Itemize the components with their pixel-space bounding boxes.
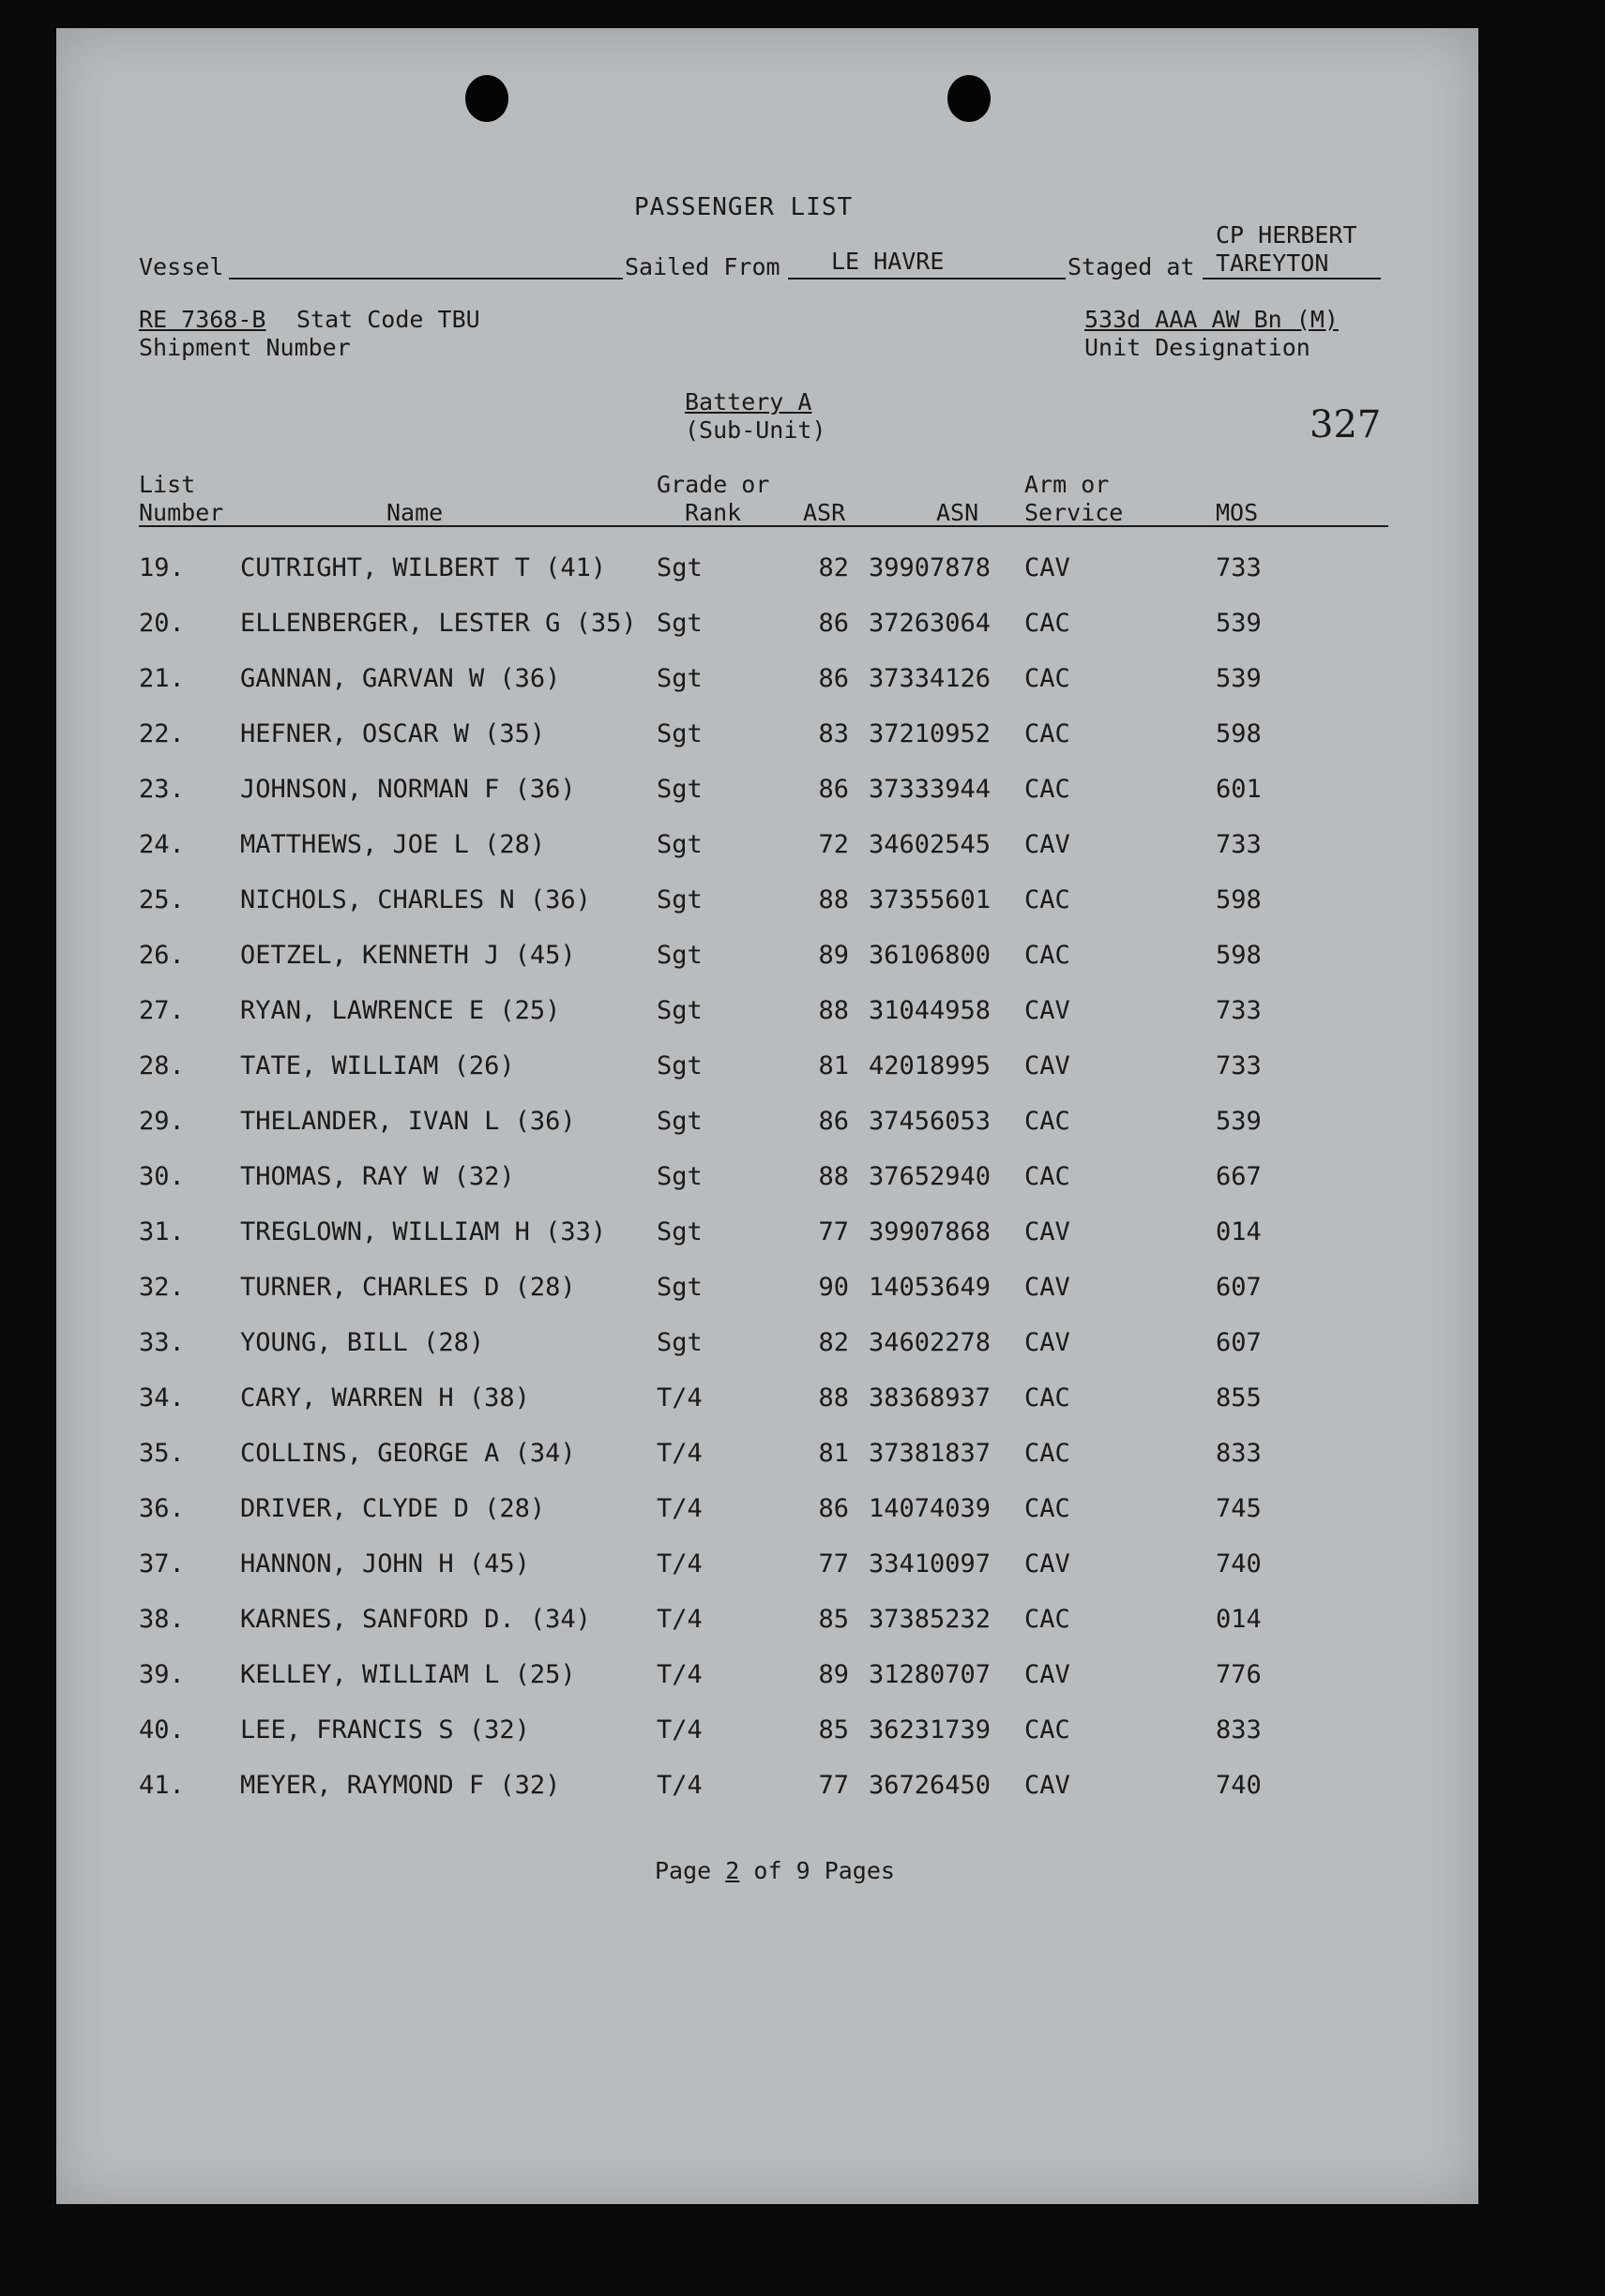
table-cell-asr: 81	[818, 1439, 849, 1468]
table-cell-name: HEFNER, OSCAR W (35)	[240, 719, 546, 748]
document-title: PASSENGER LIST	[634, 193, 854, 221]
table-cell-asn: 38368937	[869, 1383, 992, 1412]
table-cell-name: KARNES, SANFORD D. (34)	[240, 1605, 591, 1634]
table-cell-grade: T/4	[657, 1439, 703, 1468]
table-cell-name: DRIVER, CLYDE D (28)	[240, 1494, 546, 1523]
table-cell-name: TATE, WILLIAM (26)	[240, 1051, 515, 1080]
table-cell-grade: Sgt	[657, 1162, 703, 1191]
table-cell-asr: 81	[818, 1051, 849, 1080]
stamp-number: 327	[1310, 403, 1382, 446]
column-header-list-number	[139, 471, 223, 527]
table-cell-name: THELANDER, IVAN L (36)	[240, 1107, 576, 1136]
table-cell-num: 32.	[139, 1273, 185, 1302]
table-cell-asn: 37381837	[869, 1439, 992, 1468]
table-cell-num: 34.	[139, 1383, 185, 1412]
table-cell-asn: 37210952	[869, 719, 992, 748]
column-header-asr: ASR	[803, 499, 846, 526]
table-cell-grade: T/4	[657, 1771, 703, 1800]
table-cell-name: LEE, FRANCIS S (32)	[240, 1715, 530, 1745]
table-cell-name: TURNER, CHARLES D (28)	[240, 1273, 576, 1302]
column-header-grade-line2: Rank	[685, 499, 742, 526]
table-row	[56, 1605, 1478, 1642]
table-cell-mos: 607	[1216, 1273, 1262, 1302]
shipment-number-value: RE 7368-B	[139, 306, 266, 333]
table-cell-mos: 667	[1216, 1162, 1262, 1191]
table-cell-asr: 89	[818, 941, 849, 970]
table-cell-num: 30.	[139, 1162, 185, 1191]
staged-at-value-line2: TAREYTON	[1216, 249, 1329, 277]
staged-at-field	[1203, 278, 1381, 279]
table-cell-grade: Sgt	[657, 553, 703, 582]
column-header-grade	[657, 471, 769, 527]
shipment-number-label: Shipment Number	[139, 334, 351, 361]
table-cell-asn: 14053649	[869, 1273, 992, 1302]
table-cell-arm: CAC	[1024, 1494, 1070, 1523]
table-row	[56, 719, 1478, 757]
table-cell-num: 33.	[139, 1328, 185, 1357]
table-cell-asr: 85	[818, 1715, 849, 1745]
table-row	[56, 1328, 1478, 1366]
unit-designation-value: 533d AAA AW Bn (M)	[1084, 306, 1339, 333]
table-cell-mos: 539	[1216, 1107, 1262, 1136]
table-row	[56, 996, 1478, 1034]
table-cell-grade: Sgt	[657, 775, 703, 804]
table-row	[56, 1273, 1478, 1310]
table-cell-num: 36.	[139, 1494, 185, 1523]
passenger-list-page	[56, 28, 1478, 2204]
table-cell-mos: 740	[1216, 1771, 1262, 1800]
table-cell-arm: CAC	[1024, 609, 1070, 638]
table-cell-arm: CAV	[1024, 1217, 1070, 1246]
table-cell-asr: 88	[818, 885, 849, 914]
table-cell-asn: 37385232	[869, 1605, 992, 1634]
table-cell-mos: 733	[1216, 1051, 1262, 1080]
column-header-arm-line2: Service	[1024, 499, 1124, 526]
table-cell-asn: 31044958	[869, 996, 992, 1025]
table-cell-mos: 014	[1216, 1217, 1262, 1246]
table-row	[56, 1660, 1478, 1698]
table-cell-grade: T/4	[657, 1660, 703, 1689]
table-cell-num: 27.	[139, 996, 185, 1025]
table-cell-mos: 601	[1216, 775, 1262, 804]
table-cell-asn: 39907878	[869, 553, 992, 582]
table-cell-arm: CAC	[1024, 1715, 1070, 1745]
table-cell-asr: 82	[818, 553, 849, 582]
table-cell-mos: 598	[1216, 941, 1262, 970]
table-cell-arm: CAV	[1024, 830, 1070, 859]
table-cell-asn: 14074039	[869, 1494, 992, 1523]
table-cell-asn: 37652940	[869, 1162, 992, 1191]
table-cell-num: 39.	[139, 1660, 185, 1689]
table-cell-mos: 539	[1216, 664, 1262, 693]
vessel-field	[229, 278, 623, 279]
table-row	[56, 609, 1478, 646]
table-cell-arm: CAV	[1024, 1660, 1070, 1689]
table-cell-name: YOUNG, BILL (28)	[240, 1328, 485, 1357]
page-footer-suffix: Pages	[824, 1857, 895, 1884]
table-row	[56, 1383, 1478, 1421]
column-header-grade-line1: Grade or	[657, 471, 770, 498]
table-cell-mos: 776	[1216, 1660, 1262, 1689]
table-cell-asr: 77	[818, 1771, 849, 1800]
table-row	[56, 775, 1478, 812]
table-cell-arm: CAC	[1024, 1383, 1070, 1412]
table-row	[56, 1715, 1478, 1753]
table-row	[56, 1439, 1478, 1476]
table-cell-grade: Sgt	[657, 885, 703, 914]
table-cell-arm: CAV	[1024, 1771, 1070, 1800]
table-cell-asn: 39907868	[869, 1217, 992, 1246]
table-cell-grade: Sgt	[657, 1051, 703, 1080]
table-cell-asn: 37263064	[869, 609, 992, 638]
table-cell-num: 19.	[139, 553, 185, 582]
table-row	[56, 941, 1478, 978]
table-cell-asr: 86	[818, 775, 849, 804]
table-row	[56, 1107, 1478, 1144]
sailed-from-field	[788, 278, 1066, 279]
table-cell-asr: 77	[818, 1549, 849, 1578]
punch-hole-right-icon	[947, 75, 991, 122]
table-cell-num: 37.	[139, 1549, 185, 1578]
table-cell-num: 20.	[139, 609, 185, 638]
table-cell-num: 21.	[139, 664, 185, 693]
staged-at-label: Staged at	[1067, 253, 1195, 280]
table-cell-grade: T/4	[657, 1715, 703, 1745]
table-cell-asr: 72	[818, 830, 849, 859]
table-cell-grade: T/4	[657, 1549, 703, 1578]
table-row	[56, 1771, 1478, 1808]
table-cell-name: NICHOLS, CHARLES N (36)	[240, 885, 591, 914]
table-cell-arm: CAV	[1024, 553, 1070, 582]
table-row	[56, 1549, 1478, 1587]
table-cell-asr: 88	[818, 996, 849, 1025]
table-cell-name: ELLENBERGER, LESTER G (35)	[240, 609, 637, 638]
table-cell-asn: 36231739	[869, 1715, 992, 1745]
table-cell-asr: 88	[818, 1383, 849, 1412]
table-row	[56, 885, 1478, 923]
column-header-asn: ASN	[936, 499, 979, 526]
table-cell-num: 40.	[139, 1715, 185, 1745]
table-row	[56, 1494, 1478, 1532]
page-footer-of: of	[753, 1857, 782, 1884]
table-cell-asn: 37334126	[869, 664, 992, 693]
table-cell-name: KELLEY, WILLIAM L (25)	[240, 1660, 576, 1689]
table-cell-asr: 86	[818, 664, 849, 693]
table-cell-arm: CAC	[1024, 1162, 1070, 1191]
column-header-list-number-line1: List	[139, 471, 196, 498]
table-cell-mos: 598	[1216, 885, 1262, 914]
table-row	[56, 1051, 1478, 1089]
sailed-from-label: Sailed From	[625, 253, 780, 280]
table-cell-num: 38.	[139, 1605, 185, 1634]
table-cell-mos: 833	[1216, 1439, 1262, 1468]
table-cell-grade: Sgt	[657, 1217, 703, 1246]
table-cell-asn: 42018995	[869, 1051, 992, 1080]
table-cell-arm: CAC	[1024, 719, 1070, 748]
table-cell-grade: Sgt	[657, 719, 703, 748]
table-cell-asr: 90	[818, 1273, 849, 1302]
table-cell-mos: 598	[1216, 719, 1262, 748]
table-cell-mos: 733	[1216, 996, 1262, 1025]
table-cell-mos: 539	[1216, 609, 1262, 638]
table-cell-num: 35.	[139, 1439, 185, 1468]
table-cell-arm: CAC	[1024, 941, 1070, 970]
table-cell-name: OETZEL, KENNETH J (45)	[240, 941, 576, 970]
table-cell-name: TREGLOWN, WILLIAM H (33)	[240, 1217, 607, 1246]
table-cell-name: THOMAS, RAY W (32)	[240, 1162, 515, 1191]
page-footer-total: 9	[795, 1857, 810, 1884]
stat-code: Stat Code TBU	[296, 306, 480, 333]
table-cell-asn: 37355601	[869, 885, 992, 914]
table-row	[56, 553, 1478, 591]
table-cell-name: RYAN, LAWRENCE E (25)	[240, 996, 561, 1025]
table-cell-grade: Sgt	[657, 830, 703, 859]
table-cell-name: HANNON, JOHN H (45)	[240, 1549, 530, 1578]
table-cell-num: 22.	[139, 719, 185, 748]
table-row	[56, 664, 1478, 702]
table-cell-grade: Sgt	[657, 996, 703, 1025]
table-row	[56, 1217, 1478, 1255]
table-cell-asn: 36106800	[869, 941, 992, 970]
table-cell-num: 41.	[139, 1771, 185, 1800]
table-cell-name: MATTHEWS, JOE L (28)	[240, 830, 546, 859]
table-cell-name: CUTRIGHT, WILBERT T (41)	[240, 553, 607, 582]
table-cell-asr: 89	[818, 1660, 849, 1689]
table-cell-asn: 33410097	[869, 1549, 992, 1578]
table-cell-arm: CAC	[1024, 664, 1070, 693]
table-cell-arm: CAC	[1024, 1605, 1070, 1634]
table-cell-asr: 77	[818, 1217, 849, 1246]
table-cell-grade: Sgt	[657, 1328, 703, 1357]
table-cell-name: JOHNSON, NORMAN F (36)	[240, 775, 576, 804]
table-cell-asr: 86	[818, 609, 849, 638]
table-cell-mos: 014	[1216, 1605, 1262, 1634]
table-cell-arm: CAV	[1024, 1051, 1070, 1080]
page-footer-current: 2	[725, 1857, 740, 1884]
table-cell-mos: 833	[1216, 1715, 1262, 1745]
table-cell-arm: CAC	[1024, 1439, 1070, 1468]
header-divider	[139, 525, 1388, 527]
page-footer	[655, 1857, 895, 1884]
table-cell-arm: CAC	[1024, 1107, 1070, 1136]
sub-unit-label: (Sub-Unit)	[685, 416, 826, 444]
table-cell-name: GANNAN, GARVAN W (36)	[240, 664, 561, 693]
table-cell-arm: CAC	[1024, 775, 1070, 804]
table-row	[56, 1162, 1478, 1200]
table-cell-arm: CAV	[1024, 1328, 1070, 1357]
table-cell-arm: CAC	[1024, 885, 1070, 914]
table-row	[56, 830, 1478, 868]
table-cell-num: 24.	[139, 830, 185, 859]
table-cell-name: COLLINS, GEORGE A (34)	[240, 1439, 576, 1468]
table-cell-num: 31.	[139, 1217, 185, 1246]
table-cell-asr: 88	[818, 1162, 849, 1191]
table-cell-asr: 83	[818, 719, 849, 748]
table-cell-name: MEYER, RAYMOND F (32)	[240, 1771, 561, 1800]
table-cell-grade: Sgt	[657, 1107, 703, 1136]
table-cell-grade: Sgt	[657, 609, 703, 638]
table-cell-num: 29.	[139, 1107, 185, 1136]
table-cell-asn: 37456053	[869, 1107, 992, 1136]
table-cell-name: CARY, WARREN H (38)	[240, 1383, 530, 1412]
column-header-list-number-line2: Number	[139, 499, 224, 526]
table-cell-grade: Sgt	[657, 664, 703, 693]
table-cell-num: 23.	[139, 775, 185, 804]
table-cell-mos: 745	[1216, 1494, 1262, 1523]
unit-designation-label: Unit Designation	[1084, 334, 1310, 361]
staged-at-value-line1: CP HERBERT	[1216, 221, 1357, 249]
table-cell-asr: 86	[818, 1494, 849, 1523]
table-cell-asn: 34602278	[869, 1328, 992, 1357]
table-cell-mos: 855	[1216, 1383, 1262, 1412]
table-cell-asr: 82	[818, 1328, 849, 1357]
table-cell-asn: 34602545	[869, 830, 992, 859]
table-cell-arm: CAV	[1024, 996, 1070, 1025]
table-cell-arm: CAV	[1024, 1273, 1070, 1302]
table-cell-grade: T/4	[657, 1383, 703, 1412]
column-header-arm	[1024, 471, 1123, 527]
vessel-label: Vessel	[139, 253, 224, 280]
table-cell-num: 26.	[139, 941, 185, 970]
table-cell-mos: 733	[1216, 830, 1262, 859]
table-cell-asn: 36726450	[869, 1771, 992, 1800]
column-header-arm-line1: Arm or	[1024, 471, 1110, 498]
table-cell-asn: 37333944	[869, 775, 992, 804]
table-cell-grade: T/4	[657, 1494, 703, 1523]
table-cell-arm: CAV	[1024, 1549, 1070, 1578]
sub-unit-value: Battery A	[685, 388, 812, 415]
table-cell-num: 28.	[139, 1051, 185, 1080]
table-cell-grade: Sgt	[657, 1273, 703, 1302]
table-cell-num: 25.	[139, 885, 185, 914]
page-footer-prefix: Page	[655, 1857, 712, 1884]
table-cell-mos: 740	[1216, 1549, 1262, 1578]
sailed-from-value: LE HAVRE	[831, 248, 945, 275]
table-cell-grade: Sgt	[657, 941, 703, 970]
table-cell-mos: 733	[1216, 553, 1262, 582]
column-header-name: Name	[386, 499, 444, 526]
punch-hole-left-icon	[465, 75, 508, 122]
table-cell-asr: 86	[818, 1107, 849, 1136]
table-cell-asr: 85	[818, 1605, 849, 1634]
table-cell-mos: 607	[1216, 1328, 1262, 1357]
table-cell-grade: T/4	[657, 1605, 703, 1634]
table-cell-asn: 31280707	[869, 1660, 992, 1689]
column-header-mos: MOS	[1216, 499, 1259, 526]
